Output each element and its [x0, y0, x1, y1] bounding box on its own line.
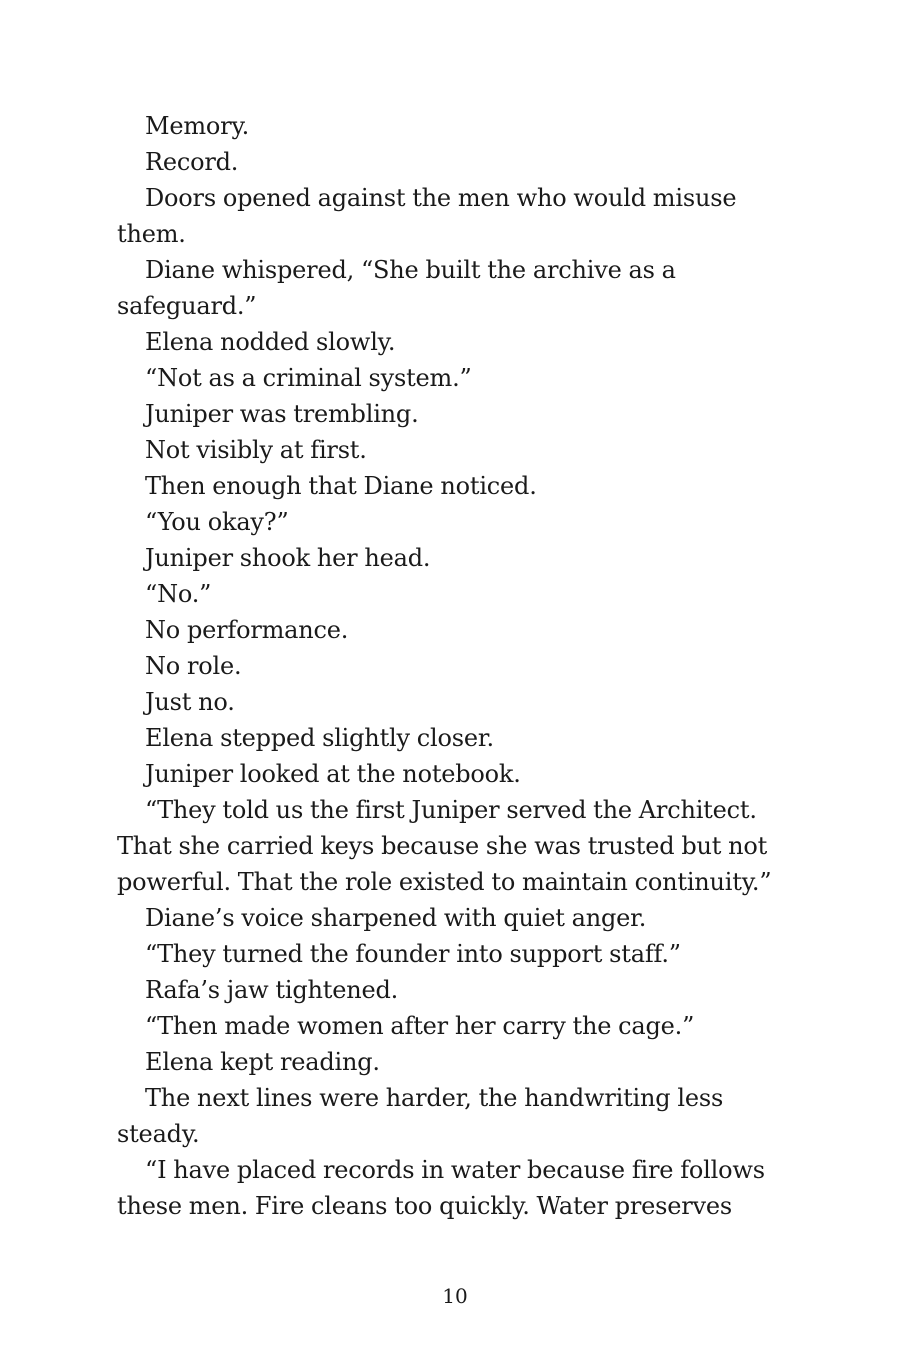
paragraph: “They told us the first Juniper served the Architect. That she carried keys because she was trusted but not powerful. That the role existed to maintain continuity.” [117, 796, 772, 896]
paragraph: Diane’s voice sharpened with quiet anger. [145, 904, 647, 932]
paragraph: Doors opened against the men who would misuse them. [117, 184, 737, 248]
paragraph: “Then made women after her carry the cage.” [145, 1012, 695, 1040]
paragraph: Then enough that Diane noticed. [145, 472, 537, 500]
paragraph: Rafa’s jaw tightened. [145, 976, 399, 1004]
paragraph: “I have placed records in water because fire follows these men. Fire cleans too quickly. Water preserves [117, 1156, 765, 1220]
paragraph: Record. [145, 148, 239, 176]
paragraph: Memory. [145, 112, 250, 140]
paragraph: “You okay?” [145, 508, 289, 536]
paragraph: Juniper looked at the notebook. [145, 760, 521, 788]
paragraph: Elena kept reading. [145, 1048, 380, 1076]
paragraph: Just no. [145, 688, 235, 716]
paragraph: No role. [145, 652, 242, 680]
paragraph: “They turned the founder into support staff.” [145, 940, 681, 968]
paragraph: Elena nodded slowly. [145, 328, 396, 356]
paragraph: Elena stepped slightly closer. [145, 724, 494, 752]
paragraph: “No.” [145, 580, 212, 608]
paragraph: Not visibly at first. [145, 436, 367, 464]
paragraph: The next lines were harder, the handwriting less steady. [117, 1084, 724, 1148]
page-number: 10 [442, 1284, 468, 1308]
paragraph: Juniper was trembling. [145, 400, 419, 428]
page-body [117, 108, 787, 1224]
paragraph: “Not as a criminal system.” [145, 364, 472, 392]
paragraph: Juniper shook her head. [145, 544, 431, 572]
paragraph: Diane whispered, “She built the archive as a safeguard.” [117, 256, 676, 320]
paragraph: No performance. [145, 616, 349, 644]
